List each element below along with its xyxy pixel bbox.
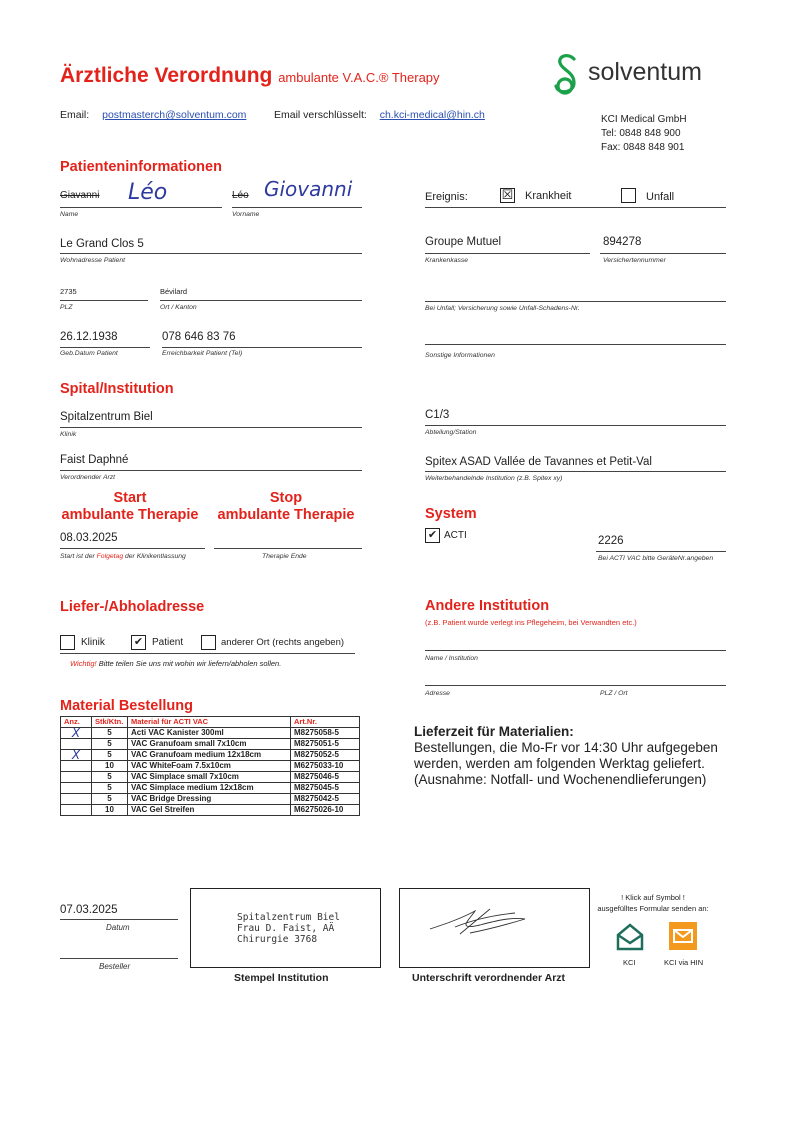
col-art: Art.Nr. <box>291 717 360 728</box>
start-date-value[interactable]: 08.03.2025 <box>60 532 118 544</box>
cell-material: Acti VAC Kanister 300ml <box>128 728 291 739</box>
email-label: Email: <box>60 109 90 121</box>
insurer-value[interactable]: Groupe Mutuel <box>425 236 502 248</box>
delivery-time-line3: (Ausnahme: Notfall- und Wochenendlieferungen) <box>414 772 707 787</box>
cell-anz[interactable] <box>61 783 92 794</box>
cell-anz[interactable]: X <box>61 750 92 761</box>
section-system: System <box>425 506 477 522</box>
cell-art: M8275042-5 <box>291 794 360 805</box>
device-no-label: Bei ACTI VAC bitte GeräteNr.angeben <box>598 555 714 562</box>
phone-value[interactable]: 078 646 83 76 <box>162 331 236 343</box>
name-label: Name <box>60 211 79 218</box>
cell-stk: 5 <box>92 750 128 761</box>
device-no-value[interactable]: 2226 <box>598 535 624 547</box>
table-row[interactable] <box>61 761 360 772</box>
delivery-time-line1: Bestellungen, die Mo-Fr vor 14:30 Uhr aufgegeben <box>414 740 718 755</box>
checkbox-klinik[interactable] <box>60 635 75 650</box>
start-title-1: Start <box>113 490 147 506</box>
delivery-time-title: Lieferzeit für Materialien: <box>414 724 574 739</box>
insured-no-value[interactable]: 894278 <box>603 236 642 248</box>
vorname-struck: Léo <box>232 190 249 201</box>
insurer-label: Krankenkasse <box>425 257 469 264</box>
clinic-label: Klinik <box>60 431 77 438</box>
dob-label: Geb.Datum Patient <box>60 350 118 357</box>
table-row[interactable] <box>61 728 360 739</box>
start-label-a: Start ist der <box>60 553 95 560</box>
delivery-note-warn: Wichtig! <box>70 659 97 668</box>
signature-label: Unterschrift verordnender Arzt <box>412 972 566 984</box>
orderer-label: Besteller <box>99 962 131 971</box>
signature-box[interactable] <box>399 888 590 968</box>
cell-material: VAC Simplace small 7x10cm <box>128 772 291 783</box>
cell-art: M6275033-10 <box>291 761 360 772</box>
checkbox-acti[interactable]: ✔ <box>425 528 440 543</box>
section-institution: Spital/Institution <box>60 381 174 397</box>
kci-mail-icon <box>615 922 645 952</box>
cell-stk: 5 <box>92 783 128 794</box>
signature-scribble <box>400 889 589 967</box>
other-inst-hint: (z.B. Patient wurde verlegt ins Pflegeheim, bei Verwandten etc.) <box>425 618 637 627</box>
stamp-line3: Chirurgie 3768 <box>237 934 318 945</box>
stop-title <box>214 490 358 524</box>
doctor-value[interactable]: Faist Daphné <box>60 454 129 466</box>
stamp <box>237 912 340 945</box>
clinic-value[interactable]: Spitalzentrum Biel <box>60 411 153 423</box>
checkbox-patient[interactable]: ✔ <box>131 635 146 650</box>
email-enc-label: Email verschlüsselt: <box>274 109 367 121</box>
cell-stk: 5 <box>92 728 128 739</box>
cell-material: VAC Bridge Dressing <box>128 794 291 805</box>
patient-label: Patient <box>152 637 184 648</box>
send-hint-line1: ! Klick auf Symbol ! <box>621 893 685 902</box>
krankheit-label: Krankheit <box>525 190 572 202</box>
delivery-note-text: Bitte teilen Sie uns mit wohin wir liefern/abholen sollen. <box>98 659 282 668</box>
cell-art: M8275046-5 <box>291 772 360 783</box>
cell-stk: 5 <box>92 739 128 750</box>
cell-stk: 5 <box>92 794 128 805</box>
ort-label: Ort / Kanton <box>160 304 197 311</box>
acti-label: ACTI <box>444 530 467 541</box>
solventum-logo-icon <box>552 53 582 97</box>
kci-hin-mail-icon <box>669 922 697 950</box>
stop-title-1: Stop <box>269 490 303 506</box>
cell-anz[interactable] <box>61 772 92 783</box>
email-enc-row <box>274 109 485 121</box>
cell-material: VAC Gel Streifen <box>128 805 291 816</box>
stamp-line1: Spitalzentrum Biel <box>237 912 340 923</box>
table-row[interactable] <box>61 772 360 783</box>
event-label: Ereignis: <box>425 191 468 203</box>
unfall-label: Unfall <box>646 191 675 203</box>
name-handwritten: Léo <box>128 180 168 205</box>
email-enc-link[interactable]: ch.kci-medical@hin.ch <box>379 109 485 121</box>
table-row[interactable] <box>61 783 360 794</box>
title-main: Ärztliche Verordnung <box>60 64 273 87</box>
checkbox-other-place[interactable] <box>201 635 216 650</box>
start-title-2: ambulante Therapie <box>61 507 199 523</box>
start-label-c: der Klinikentlassung <box>125 553 186 560</box>
vorname-handwritten: Giovanni <box>264 177 353 201</box>
table-row[interactable] <box>61 794 360 805</box>
section-other-institution: Andere Institution <box>425 598 550 614</box>
cell-stk: 10 <box>92 761 128 772</box>
company-fax: Fax: 0848 848 901 <box>601 142 685 153</box>
stamp-label: Stempel Institution <box>234 972 329 984</box>
cell-material: VAC Simplace medium 12x18cm <box>128 783 291 794</box>
cell-material: VAC WhiteFoam 7.5x10cm <box>128 761 291 772</box>
table-row[interactable] <box>61 805 360 816</box>
section-material: Material Bestellung <box>60 698 193 714</box>
stamp-line2: Frau D. Faist, AÄ <box>237 923 335 934</box>
ward-value[interactable]: C1/3 <box>425 409 450 421</box>
col-material: Material für ACTI VAC <box>128 717 291 728</box>
table-row[interactable] <box>61 750 360 761</box>
ort-value[interactable]: Bévilard <box>160 287 188 296</box>
name-struck: Giavanni <box>60 190 100 201</box>
send-hint <box>588 892 718 914</box>
order-date-value[interactable]: 07.03.2025 <box>60 904 118 916</box>
solventum-logo <box>552 53 582 102</box>
title-sub: ambulante V.A.C.® Therapy <box>278 70 440 85</box>
delivery-time-block <box>414 724 718 788</box>
company-block <box>601 113 687 155</box>
email-row <box>60 109 246 121</box>
email-link[interactable]: postmasterch@solventum.com <box>102 109 247 121</box>
other-inst-name-label: Name / Institution <box>425 655 478 662</box>
cell-anz[interactable] <box>61 794 92 805</box>
kci-hin-button[interactable] <box>669 922 697 950</box>
start-title <box>60 490 200 524</box>
delivery-time-line2: werden, werden am folgenden Werktag geliefert. <box>414 756 705 771</box>
table-row[interactable] <box>61 739 360 750</box>
cell-stk: 5 <box>92 772 128 783</box>
start-label-b: Folgetag <box>96 553 124 560</box>
cell-anz[interactable] <box>61 805 92 816</box>
logo-text: solventum <box>588 58 702 86</box>
ward-label: Abteilung/Station <box>425 429 477 436</box>
material-header-row <box>61 717 360 728</box>
other-info-label: Sonstige Informationen <box>425 352 495 359</box>
vorname-label: Vorname <box>232 211 260 218</box>
section-delivery: Liefer-/Abholadresse <box>60 599 205 615</box>
doctor-label: Verordnender Arzt <box>60 474 116 481</box>
col-anz: Anz. <box>61 717 92 728</box>
end-date-label: Therapie Ende <box>262 553 307 560</box>
accident-label: Bei Unfall; Versicherung sowie Unfall-Schadens-Nr. <box>425 305 580 312</box>
kci-hin-label: KCI via HIN <box>664 958 704 967</box>
phone-label: Erreichbarkeit Patient (Tel) <box>162 350 243 357</box>
stop-title-2: ambulante Therapie <box>217 507 355 523</box>
cell-anz[interactable] <box>61 761 92 772</box>
order-date-label: Datum <box>106 923 130 932</box>
plz-value[interactable]: 2735 <box>60 287 77 296</box>
insured-no-label: Versichertennummer <box>603 257 666 264</box>
col-stk: Stk/Ktn. <box>92 717 128 728</box>
cell-art: M8275052-5 <box>291 750 360 761</box>
company-tel: Tel: 0848 848 900 <box>601 128 681 139</box>
cell-material: VAC Granufoam medium 12x18cm <box>128 750 291 761</box>
send-hint-line2: ausgefülltes Formular senden an: <box>597 904 709 913</box>
cell-art: M6275026-10 <box>291 805 360 816</box>
material-table <box>60 716 360 816</box>
start-date-label <box>60 553 186 560</box>
stamp-box[interactable] <box>190 888 381 968</box>
followup-value[interactable]: Spitex ASAD Vallée de Tavannes et Petit-Val <box>425 456 652 468</box>
other-place-label: anderer Ort (rechts angeben) <box>221 637 345 648</box>
company-name: KCI Medical GmbH <box>601 114 687 125</box>
cell-stk: 10 <box>92 805 128 816</box>
plz-label: PLZ <box>60 304 73 311</box>
kci-mail-button[interactable] <box>615 922 645 957</box>
cell-art: M8275051-5 <box>291 739 360 750</box>
cell-art: M8275045-5 <box>291 783 360 794</box>
cell-material: VAC Granufoam small 7x10cm <box>128 739 291 750</box>
checkbox-unfall[interactable] <box>621 188 636 203</box>
delivery-note <box>70 659 281 668</box>
cell-anz[interactable]: X <box>61 728 92 739</box>
klinik-label: Klinik <box>81 637 105 648</box>
kci-label: KCI <box>623 958 636 967</box>
checkbox-krankheit[interactable]: ☒ <box>501 187 514 202</box>
other-inst-plzort-label: PLZ / Ort <box>600 690 628 697</box>
dob-value[interactable]: 26.12.1938 <box>60 331 118 343</box>
followup-label: Weiterbehandelnde Institution (z.B. Spitex xy) <box>425 475 563 482</box>
other-inst-address-label: Adresse <box>425 690 450 697</box>
form-title <box>60 64 440 88</box>
section-patient: Patienteninformationen <box>60 159 222 175</box>
cell-art: M8275058-5 <box>291 728 360 739</box>
address-label: Wohnadresse Patient <box>60 257 125 264</box>
address-value[interactable]: Le Grand Clos 5 <box>60 238 144 250</box>
